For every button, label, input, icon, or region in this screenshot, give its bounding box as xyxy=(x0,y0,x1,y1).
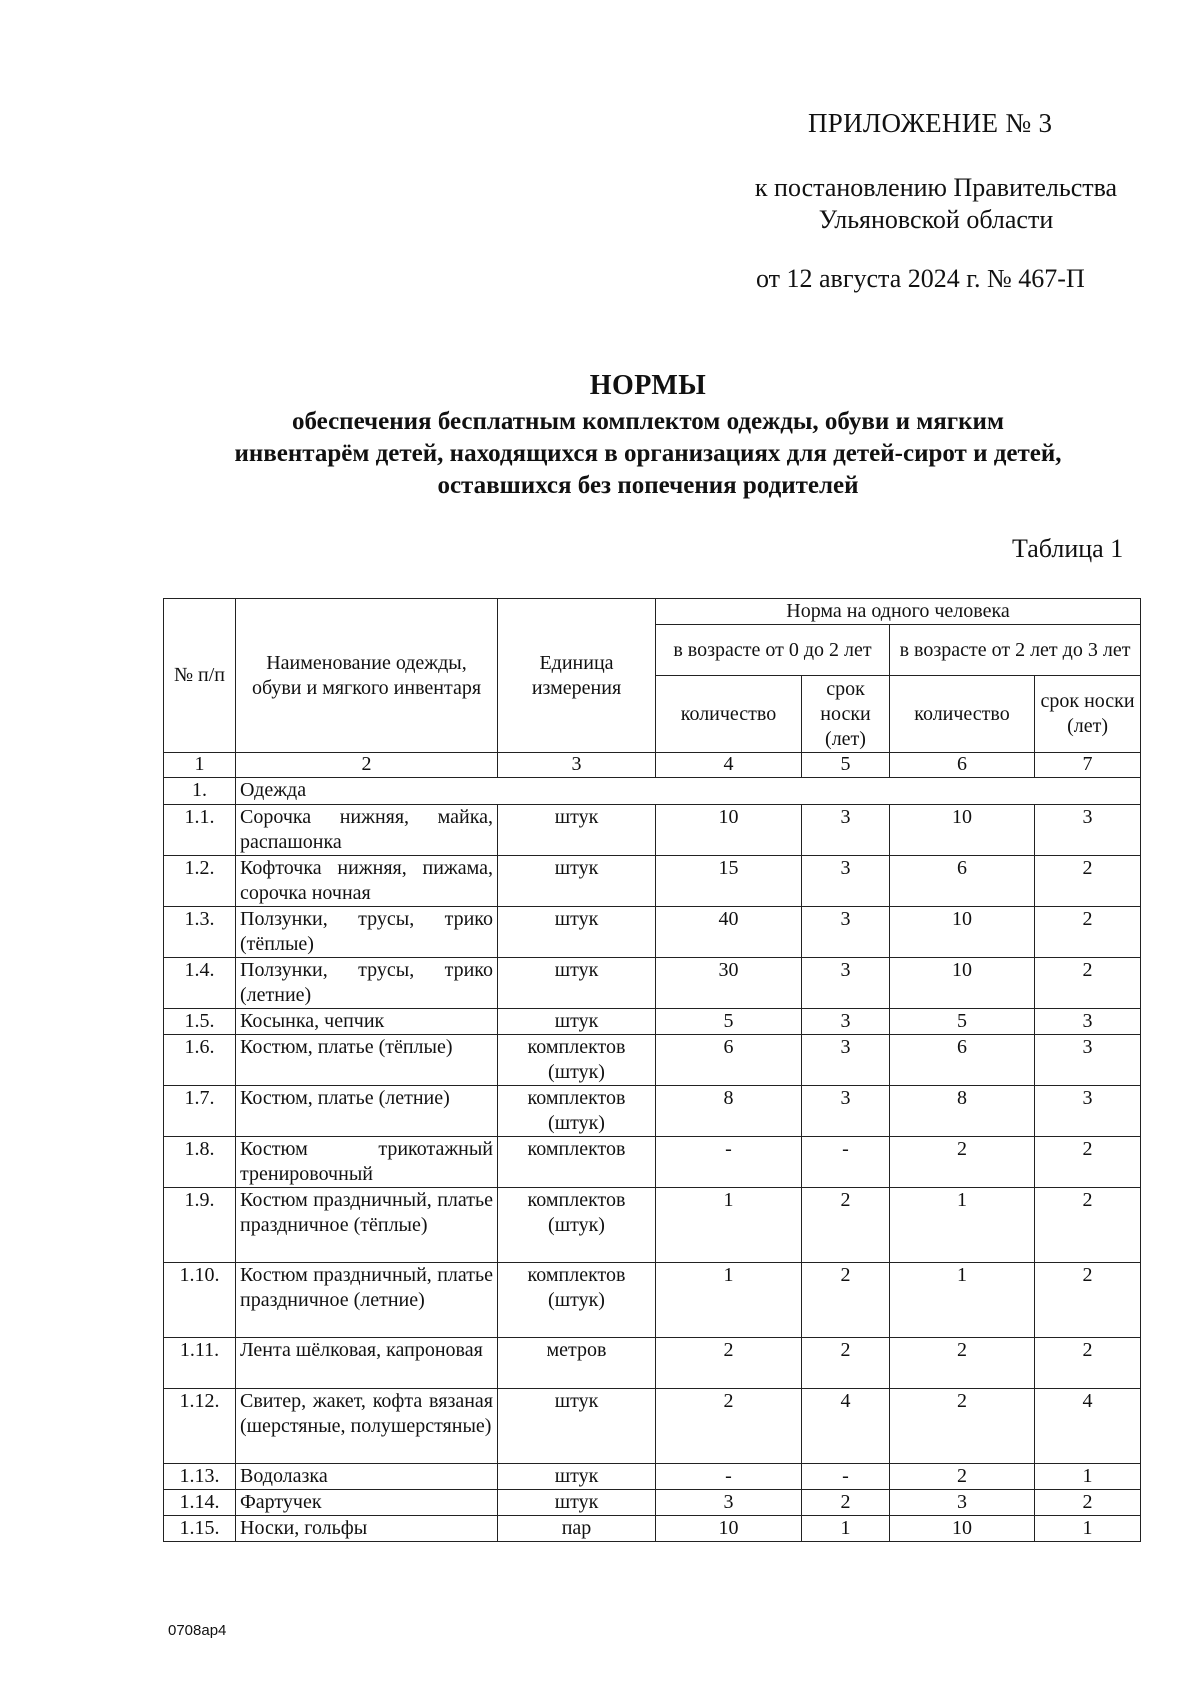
quantity-0-2: 2 xyxy=(656,1338,802,1389)
quantity-2-3: 3 xyxy=(890,1490,1035,1516)
wear-period-2-3: 4 xyxy=(1035,1389,1141,1464)
row-number: 1.11. xyxy=(164,1338,236,1389)
quantity-0-2: 10 xyxy=(656,805,802,856)
wear-period-0-2: 2 xyxy=(802,1490,890,1516)
quantity-0-2: - xyxy=(656,1137,802,1188)
table-row xyxy=(164,856,1141,907)
table-row xyxy=(164,805,1141,856)
quantity-2-3: 2 xyxy=(890,1464,1035,1490)
quantity-0-2: 2 xyxy=(656,1389,802,1464)
resolution-reference xyxy=(738,172,1134,236)
column-number: 5 xyxy=(802,753,890,778)
document-code: 0708ар4 xyxy=(168,1622,227,1639)
row-number: 1.15. xyxy=(164,1516,236,1542)
row-number: 1.8. xyxy=(164,1137,236,1188)
wear-period-0-2: - xyxy=(802,1464,890,1490)
table-row xyxy=(164,1188,1141,1263)
quantity-2-3: 1 xyxy=(890,1263,1035,1338)
row-number: 1.13. xyxy=(164,1464,236,1490)
wear-period-2-3: 3 xyxy=(1035,1035,1141,1086)
wear-period-2-3: 3 xyxy=(1035,805,1141,856)
wear-period-2-3: 2 xyxy=(1035,1490,1141,1516)
row-number: 1.10. xyxy=(164,1263,236,1338)
unit-of-measure: комплектов (штук) xyxy=(498,1263,656,1338)
item-name: Водолазка xyxy=(236,1464,498,1490)
quantity-0-2: 5 xyxy=(656,1009,802,1035)
wear-period-0-2: 3 xyxy=(802,907,890,958)
row-number: 1.9. xyxy=(164,1188,236,1263)
table-row xyxy=(164,1009,1141,1035)
table-row xyxy=(164,958,1141,1009)
column-number: 1 xyxy=(164,753,236,778)
item-name: Костюм трикотажный тренировочный xyxy=(236,1137,498,1188)
item-name: Костюм, платье (летние) xyxy=(236,1086,498,1137)
section-number: 1. xyxy=(164,778,236,805)
quantity-2-3: 8 xyxy=(890,1086,1035,1137)
quantity-2-3: 10 xyxy=(890,907,1035,958)
wear-period-0-2: 3 xyxy=(802,958,890,1009)
column-number: 4 xyxy=(656,753,802,778)
wear-period-0-2: 2 xyxy=(802,1338,890,1389)
unit-of-measure: штук xyxy=(498,805,656,856)
quantity-0-2: 1 xyxy=(656,1188,802,1263)
resolution-line-1: к постановлению Правительства xyxy=(754,173,1118,202)
wear-period-2-3: 1 xyxy=(1035,1516,1141,1542)
wear-period-2-3: 3 xyxy=(1035,1009,1141,1035)
quantity-2-3: 2 xyxy=(890,1137,1035,1188)
header-quantity-1: количество xyxy=(656,676,802,753)
wear-period-0-2: 3 xyxy=(802,1035,890,1086)
item-name: Ползунки, трусы, трико (тёплые) xyxy=(236,907,498,958)
row-number: 1.14. xyxy=(164,1490,236,1516)
row-number: 1.5. xyxy=(164,1009,236,1035)
item-name: Свитер, жакет, кофта вязаная (шерстяные, полушерстяные) xyxy=(236,1389,498,1464)
unit-of-measure: комплектов (штук) xyxy=(498,1188,656,1263)
quantity-2-3: 2 xyxy=(890,1338,1035,1389)
quantity-0-2: 40 xyxy=(656,907,802,958)
item-name: Кофточка нижняя, пижама, сорочка ночная xyxy=(236,856,498,907)
heading-subtitle-line-1: обеспечения бесплатным комплектом одежды, обуви и мягким xyxy=(292,408,1004,435)
header-age-group-2: в возрасте от 2 лет до 3 лет xyxy=(890,625,1141,676)
document-heading xyxy=(150,370,1146,502)
wear-period-0-2: 2 xyxy=(802,1188,890,1263)
unit-of-measure: комплектов xyxy=(498,1137,656,1188)
table-row xyxy=(164,1263,1141,1338)
header-wear-period-2: срок носки (лет) xyxy=(1035,676,1141,753)
norms-table xyxy=(163,598,1141,1542)
item-name: Фартучек xyxy=(236,1490,498,1516)
quantity-0-2: - xyxy=(656,1464,802,1490)
appendix-title: ПРИЛОЖЕНИЕ № 3 xyxy=(808,108,1053,138)
quantity-2-3: 2 xyxy=(890,1389,1035,1464)
quantity-0-2: 30 xyxy=(656,958,802,1009)
wear-period-2-3: 2 xyxy=(1035,1263,1141,1338)
heading-subtitle xyxy=(150,406,1146,502)
wear-period-2-3: 2 xyxy=(1035,1137,1141,1188)
wear-period-2-3: 2 xyxy=(1035,907,1141,958)
table-row xyxy=(164,907,1141,958)
resolution-line-2: Ульяновской области xyxy=(818,205,1054,234)
quantity-2-3: 6 xyxy=(890,1035,1035,1086)
wear-period-2-3: 3 xyxy=(1035,1086,1141,1137)
quantity-0-2: 6 xyxy=(656,1035,802,1086)
unit-of-measure: штук xyxy=(498,1490,656,1516)
item-name: Косынка, чепчик xyxy=(236,1009,498,1035)
quantity-0-2: 10 xyxy=(656,1516,802,1542)
table-row xyxy=(164,1035,1141,1086)
table-row xyxy=(164,1490,1141,1516)
wear-period-2-3: 2 xyxy=(1035,1338,1141,1389)
quantity-2-3: 10 xyxy=(890,958,1035,1009)
quantity-0-2: 1 xyxy=(656,1263,802,1338)
quantity-2-3: 1 xyxy=(890,1188,1035,1263)
unit-of-measure: штук xyxy=(498,1464,656,1490)
item-name: Костюм, платье (тёплые) xyxy=(236,1035,498,1086)
row-number: 1.12. xyxy=(164,1389,236,1464)
row-number: 1.6. xyxy=(164,1035,236,1086)
unit-of-measure: штук xyxy=(498,1009,656,1035)
table-label: Таблица 1 xyxy=(1012,534,1124,563)
table-row xyxy=(164,1516,1141,1542)
unit-of-measure: штук xyxy=(498,907,656,958)
section-row xyxy=(164,778,1141,805)
heading-title: НОРМЫ xyxy=(589,370,707,401)
row-number: 1.7. xyxy=(164,1086,236,1137)
wear-period-0-2: 3 xyxy=(802,805,890,856)
unit-of-measure: метров xyxy=(498,1338,656,1389)
unit-of-measure: штук xyxy=(498,856,656,907)
unit-of-measure: штук xyxy=(498,1389,656,1464)
wear-period-0-2: 3 xyxy=(802,1009,890,1035)
row-number: 1.4. xyxy=(164,958,236,1009)
table-row xyxy=(164,1137,1141,1188)
heading-subtitle-line-2: инвентарём детей, находящихся в организациях для детей-сирот и детей, xyxy=(234,440,1062,467)
unit-of-measure: комплектов (штук) xyxy=(498,1086,656,1137)
section-name: Одежда xyxy=(236,778,1141,805)
wear-period-0-2: - xyxy=(802,1137,890,1188)
column-number: 6 xyxy=(890,753,1035,778)
header-quantity-2: количество xyxy=(890,676,1035,753)
quantity-0-2: 15 xyxy=(656,856,802,907)
item-name: Ползунки, трусы, трико (летние) xyxy=(236,958,498,1009)
heading-subtitle-line-3: оставшихся без попечения родителей xyxy=(437,472,859,499)
unit-of-measure: комплектов (штук) xyxy=(498,1035,656,1086)
header-item-name: Наименование одежды, обуви и мягкого инвентаря xyxy=(236,599,498,753)
wear-period-0-2: 3 xyxy=(802,856,890,907)
item-name: Лента шёлковая, капроновая xyxy=(236,1338,498,1389)
row-number: 1.3. xyxy=(164,907,236,958)
item-name: Носки, гольфы xyxy=(236,1516,498,1542)
table-row xyxy=(164,1389,1141,1464)
quantity-2-3: 10 xyxy=(890,1516,1035,1542)
header-number: № п/п xyxy=(164,599,236,753)
header-unit: Единица измерения xyxy=(498,599,656,753)
item-name: Сорочка нижняя, майка, распашонка xyxy=(236,805,498,856)
resolution-date-number: от 12 августа 2024 г. № 467-П xyxy=(756,264,1085,293)
item-name: Костюм праздничный, платье праздничное (летние) xyxy=(236,1263,498,1338)
quantity-0-2: 3 xyxy=(656,1490,802,1516)
wear-period-2-3: 2 xyxy=(1035,856,1141,907)
column-number: 2 xyxy=(236,753,498,778)
quantity-2-3: 6 xyxy=(890,856,1035,907)
header-norm-group: Норма на одного человека xyxy=(656,599,1141,625)
quantity-2-3: 5 xyxy=(890,1009,1035,1035)
wear-period-0-2: 3 xyxy=(802,1086,890,1137)
header-wear-period-1: срок носки (лет) xyxy=(802,676,890,753)
wear-period-2-3: 2 xyxy=(1035,958,1141,1009)
table-row xyxy=(164,1338,1141,1389)
header-age-group-1: в возрасте от 0 до 2 лет xyxy=(656,625,890,676)
wear-period-0-2: 1 xyxy=(802,1516,890,1542)
column-number: 7 xyxy=(1035,753,1141,778)
wear-period-2-3: 2 xyxy=(1035,1188,1141,1263)
table-row xyxy=(164,1086,1141,1137)
wear-period-0-2: 2 xyxy=(802,1263,890,1338)
unit-of-measure: пар xyxy=(498,1516,656,1542)
column-number: 3 xyxy=(498,753,656,778)
item-name: Костюм праздничный, платье праздничное (тёплые) xyxy=(236,1188,498,1263)
wear-period-2-3: 1 xyxy=(1035,1464,1141,1490)
wear-period-0-2: 4 xyxy=(802,1389,890,1464)
table-row xyxy=(164,1464,1141,1490)
row-number: 1.2. xyxy=(164,856,236,907)
quantity-2-3: 10 xyxy=(890,805,1035,856)
row-number: 1.1. xyxy=(164,805,236,856)
column-number-row xyxy=(164,753,1141,778)
quantity-0-2: 8 xyxy=(656,1086,802,1137)
unit-of-measure: штук xyxy=(498,958,656,1009)
